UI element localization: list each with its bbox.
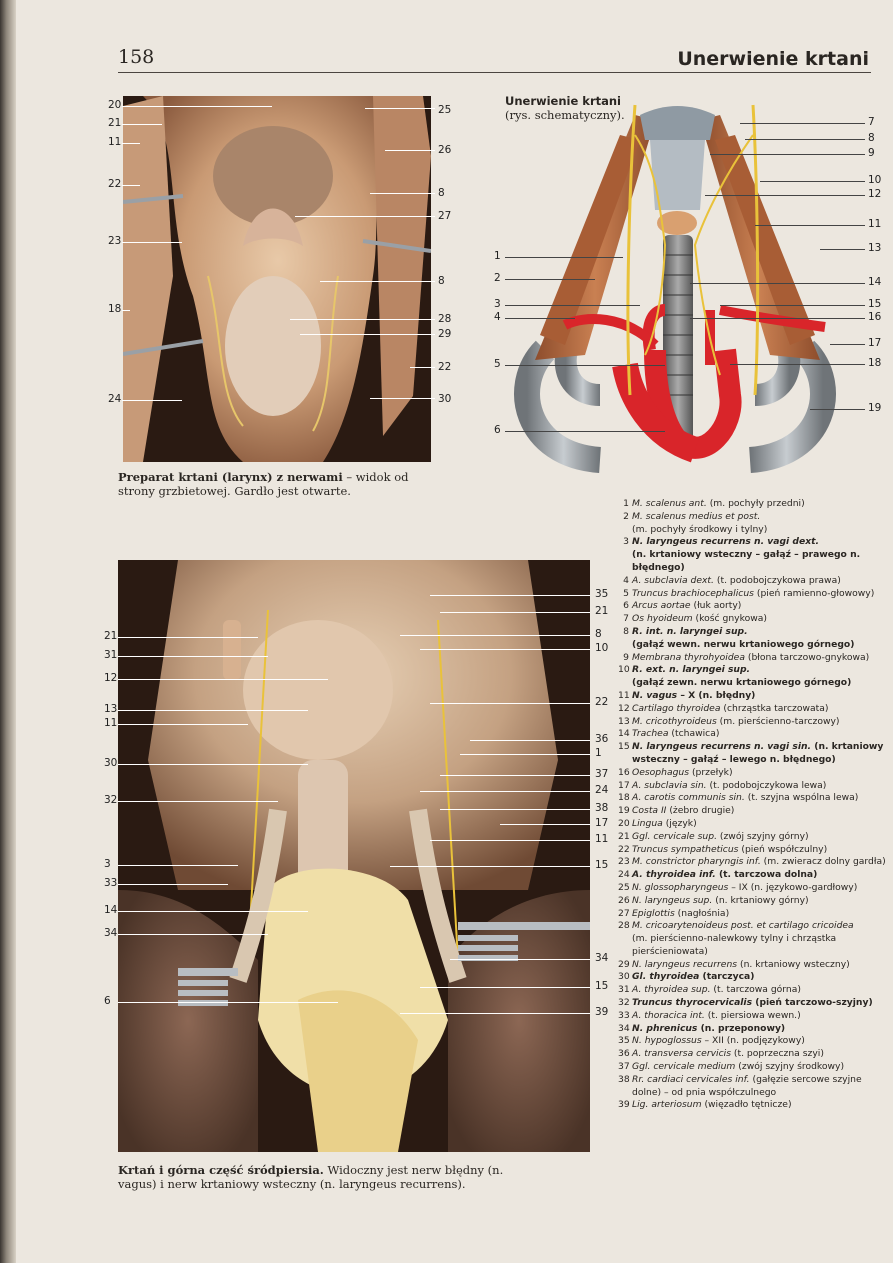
leader-line [505, 305, 640, 306]
legend-latin-term: N. phrenicus [632, 1022, 698, 1034]
callout-number: 7 [868, 116, 875, 128]
callout-number: 8 [438, 275, 445, 287]
legend-item [618, 767, 886, 780]
callout-number: 18 [868, 357, 882, 369]
callout-number: 2 [494, 272, 501, 284]
legend-polish-term: (n. krtaniowy górny) [712, 894, 809, 906]
leader-line [300, 334, 435, 335]
legend-number: 27 [618, 907, 630, 919]
leader-line [118, 911, 308, 912]
legend-latin-term: R. int. n. laryngei sup. [632, 625, 748, 637]
legend-polish-term: (przełyk) [689, 766, 733, 778]
callout-number: 12 [868, 188, 882, 200]
legend-latin-term: A. thyroidea sup. [632, 984, 711, 996]
callout-number: 29 [438, 328, 452, 340]
legend-number: 38 [618, 1073, 630, 1085]
leader-line [118, 637, 258, 638]
legend-number: 14 [618, 728, 630, 740]
leader-line [410, 367, 435, 368]
legend-polish-term: (pień współczulny) [738, 843, 828, 855]
legend-number: 19 [618, 805, 630, 817]
leader-line [440, 775, 590, 776]
legend-number: 5 [623, 587, 629, 599]
leader-line [430, 703, 590, 704]
legend-number: 28 [618, 920, 630, 932]
legend-latin-term: N. hypoglossus [632, 1035, 702, 1047]
callout-number: 12 [104, 672, 118, 684]
legend-number: 29 [618, 958, 630, 970]
leader-line [118, 934, 268, 935]
legend-item [618, 716, 886, 729]
legend-item [618, 588, 886, 601]
legend-number: 7 [623, 613, 629, 625]
legend-polish-term: (t. tarczowa górna) [710, 984, 801, 996]
leader-line [118, 801, 278, 802]
legend-number: 9 [623, 651, 629, 663]
callout-number: 37 [595, 768, 609, 780]
legend-polish-term: – X (n. błędny) [677, 689, 756, 701]
legend-latin-term: A. transversa cervicis [632, 1048, 731, 1060]
leader-line [118, 884, 228, 885]
callout-number: 3 [494, 298, 501, 310]
legend-latin-term: N. laryngeus recurrens n. vagi dext. [632, 536, 820, 548]
legend-polish-term: (t. podobojczykowa lewa) [706, 779, 827, 791]
legend-latin-term: N. laryngeus recurrens n. vagi sin. [632, 741, 812, 753]
legend-item [618, 728, 886, 741]
legend-polish-term: – XII (n. podjęzykowy) [701, 1035, 805, 1047]
callout-number: 31 [104, 649, 118, 661]
legend-latin-term: Os hyoideum [632, 613, 693, 625]
legend-latin-term: Trachea [632, 728, 669, 740]
legend-item [618, 818, 886, 831]
leader-line [118, 865, 238, 866]
legend-item [618, 600, 886, 613]
figure1-caption-bold: Preparat krtani (larynx) z nerwami [118, 470, 343, 484]
callout-number: 11 [104, 717, 118, 729]
legend-latin-term: Truncus brachiocephalicus [632, 587, 754, 599]
leader-line [710, 154, 865, 155]
callout-number: 34 [104, 927, 118, 939]
legend-item [618, 805, 886, 818]
leader-line [320, 281, 435, 282]
leader-line [430, 840, 590, 841]
legend-polish-term: (t. podobojczykowa prawa) [713, 574, 841, 586]
legend-item [618, 882, 886, 895]
callout-number: 22 [108, 178, 122, 190]
legend-item [618, 856, 886, 869]
callout-number: 13 [104, 703, 118, 715]
legend-number: 24 [618, 869, 630, 881]
legend-polish-term: (łuk aorty) [690, 600, 742, 612]
legend-item [618, 780, 886, 793]
callout-number: 17 [868, 337, 882, 349]
callout-number: 21 [595, 605, 609, 617]
legend-number: 32 [618, 997, 630, 1009]
legend-item [618, 536, 886, 574]
leader-line [690, 318, 865, 319]
leader-line [118, 1002, 338, 1003]
legend-item [618, 575, 886, 588]
legend-polish-term: (żebro drugie) [666, 805, 735, 817]
leader-line [420, 791, 590, 792]
callout-number: 20 [108, 99, 122, 111]
legend-item [618, 703, 886, 716]
leader-line [820, 249, 865, 250]
legend-polish-term: (tarczyca) [699, 971, 755, 983]
leader-line [400, 635, 590, 636]
legend-latin-term: N. glossopharyngeus [632, 881, 729, 893]
legend-item [618, 869, 886, 882]
leader-line [420, 987, 590, 988]
callout-number: 34 [595, 952, 609, 964]
leader-line [122, 106, 272, 107]
legend-polish-term: (m. pierścienno-tarczowy) [716, 715, 840, 727]
legend-polish-term: (kość gnykowa) [692, 613, 767, 625]
legend-latin-term: M. cricoarytenoideus post. et cartilago cricoidea [632, 920, 854, 932]
callout-number: 32 [104, 794, 118, 806]
legend-polish-term: (m. pierścienno-nalewkowy tylny i chrząstka pierścieniowata) [632, 933, 837, 957]
callout-number: 24 [595, 784, 609, 796]
legend-polish-term: (t. tarczowa dolna) [715, 869, 818, 881]
leader-line [118, 656, 268, 657]
legend-number: 39 [618, 1099, 630, 1111]
legend-number: 18 [618, 792, 630, 804]
legend-polish-term: – IX (n. językowo-gardłowy) [728, 881, 858, 893]
leader-line [810, 409, 865, 410]
legend-item [618, 984, 886, 997]
leader-line [745, 139, 865, 140]
callout-number: 21 [104, 630, 118, 642]
legend-polish-term: (n. krtaniowy wsteczny) [737, 958, 850, 970]
legend-polish-term: (m. zwieracz dolny gardła) [760, 856, 886, 868]
leader-line [440, 809, 590, 810]
leader-line [122, 185, 140, 186]
legend-number: 16 [618, 766, 630, 778]
legend-item [618, 792, 886, 805]
legend-latin-term: Membrana thyrohyoidea [632, 651, 745, 663]
legend-item [618, 1035, 886, 1048]
leader-line [118, 710, 308, 711]
legend-number: 35 [618, 1035, 630, 1047]
legend-number: 25 [618, 881, 630, 893]
callout-number: 36 [595, 733, 609, 745]
legend-polish-term: (n. krtaniowy wsteczny – gałąź – prawego n. błędnego) [632, 549, 861, 573]
legend-item [618, 1099, 886, 1112]
legend-latin-term: Arcus aortae [632, 600, 691, 612]
callout-number: 11 [595, 833, 609, 845]
leader-line [470, 740, 590, 741]
leader-line [460, 754, 590, 755]
legend-number: 15 [618, 741, 630, 753]
legend-item [618, 613, 886, 626]
callout-number: 15 [595, 859, 609, 871]
callout-number: 35 [595, 588, 609, 600]
leader-line [505, 279, 595, 280]
legend-latin-term: Truncus thyrocervicalis [632, 997, 753, 1009]
legend-number: 34 [618, 1022, 630, 1034]
callout-number: 11 [868, 218, 882, 230]
legend-polish-term: (nagłośnia) [674, 907, 730, 919]
legend-latin-term: N. vagus [632, 689, 678, 701]
callout-number: 1 [494, 250, 501, 262]
callout-number: 3 [104, 858, 111, 870]
leader-line [122, 310, 130, 311]
callout-number: 39 [595, 1006, 609, 1018]
callout-number: 33 [104, 877, 118, 889]
legend-number: 17 [618, 779, 630, 791]
leader-line [118, 724, 248, 725]
callout-number: 27 [438, 210, 452, 222]
leader-line [370, 398, 435, 399]
legend-list [618, 498, 886, 1112]
page-number: 158 [118, 46, 155, 68]
legend-polish-term: (więzadło tętnicze) [701, 1099, 792, 1111]
legend-latin-term: A. thoracica int. [632, 1009, 705, 1021]
leader-line [420, 649, 590, 650]
figure2-schematic [505, 95, 850, 475]
callout-number: 8 [438, 187, 445, 199]
callout-number: 13 [868, 242, 882, 254]
leader-line [505, 431, 665, 432]
leader-line [430, 595, 590, 596]
legend-polish-term: (tchawica) [668, 728, 720, 740]
legend-polish-term: (gałąź zewn. nerwu krtaniowego górnego) [632, 677, 852, 689]
legend-polish-term: (zwój szyjny środkowy) [735, 1061, 845, 1073]
leader-line [500, 824, 590, 825]
leader-line [122, 242, 182, 243]
header-rule [118, 72, 871, 73]
legend-polish-term: (błona tarczowo-gnykowa) [744, 651, 870, 663]
legend-latin-term: Epiglottis [632, 907, 675, 919]
legend-latin-term: Oesophagus [632, 766, 690, 778]
legend-number: 36 [618, 1048, 630, 1060]
legend-latin-term: Lingua [632, 817, 663, 829]
leader-line [760, 181, 865, 182]
leader-line [505, 318, 575, 319]
legend-item [618, 626, 886, 652]
leader-line [440, 612, 590, 613]
legend-polish-term: (t. poprzeczna szyi) [730, 1048, 824, 1060]
leader-line [390, 866, 590, 867]
legend-number: 2 [623, 510, 629, 522]
legend-number: 31 [618, 984, 630, 996]
figure1-caption-text: – widok od strony grzbietowej. Gardło jest otwarte. [118, 470, 409, 498]
leader-line [122, 400, 182, 401]
callout-number: 10 [868, 174, 882, 186]
legend-number: 8 [623, 625, 629, 637]
legend-latin-term: Ggl. cervicale sup. [632, 830, 717, 842]
callout-number: 1 [595, 747, 602, 759]
legend-latin-term: A. subclavia dext. [632, 574, 714, 586]
legend-latin-term: Lig. arteriosum [632, 1099, 702, 1111]
legend-number: 12 [618, 702, 630, 714]
leader-line [122, 124, 162, 125]
legend-item [618, 690, 886, 703]
running-head: Unerwienie krtani [677, 48, 869, 70]
legend-number: 10 [618, 664, 630, 676]
legend-number: 3 [623, 536, 629, 548]
legend-polish-term: (t. szyjna wspólna lewa) [744, 792, 859, 804]
callout-number: 22 [438, 361, 452, 373]
legend-item [618, 1023, 886, 1036]
figure1-caption [118, 470, 438, 498]
legend-item [618, 1048, 886, 1061]
callout-number: 9 [868, 147, 875, 159]
legend-item [618, 920, 886, 958]
callout-number: 4 [494, 311, 501, 323]
legend-polish-term: (n. krtaniowy wsteczny – gałąź – lewego n. błędnego) [632, 741, 884, 765]
legend-item [618, 1061, 886, 1074]
callout-number: 8 [595, 628, 602, 640]
callout-number: 30 [104, 757, 118, 769]
legend-polish-term: (zwój szyjny górny) [716, 830, 809, 842]
callout-number: 17 [595, 817, 609, 829]
legend-item [618, 664, 886, 690]
legend-item [618, 831, 886, 844]
leader-line [400, 1013, 590, 1014]
leader-line [295, 216, 435, 217]
legend-polish-term: (pień tarczowo-szyjny) [752, 997, 873, 1009]
legend-polish-term: (n. przeponowy) [697, 1022, 786, 1034]
callout-number: 22 [595, 696, 609, 708]
leader-line [118, 764, 308, 765]
figure3-caption [118, 1163, 518, 1191]
legend-latin-term: M. scalenus ant. [632, 498, 707, 509]
figure2-title: Unerwienie krtani [505, 94, 621, 108]
callout-number: 25 [438, 104, 452, 116]
callout-number: 23 [108, 235, 122, 247]
legend-latin-term: M. cricothyroideus [632, 715, 717, 727]
legend-item [618, 511, 886, 537]
legend-polish-term: (język) [662, 817, 697, 829]
callout-number: 26 [438, 144, 452, 156]
legend-number: 11 [618, 689, 630, 701]
callout-number: 5 [494, 358, 501, 370]
legend-polish-term: (t. piersiowa wewn.) [704, 1009, 801, 1021]
leader-line [122, 143, 140, 144]
legend-number: 33 [618, 1009, 630, 1021]
legend-number: 26 [618, 894, 630, 906]
leader-line [830, 344, 865, 345]
leader-line [740, 123, 865, 124]
book-spine-shadow [0, 0, 16, 1263]
callout-number: 30 [438, 393, 452, 405]
leader-line [720, 305, 865, 306]
callout-number: 15 [868, 298, 882, 310]
legend-latin-term: M. scalenus medius et post. [632, 510, 761, 522]
legend-item [618, 844, 886, 857]
legend-number: 4 [623, 574, 629, 586]
callout-number: 14 [104, 904, 118, 916]
legend-polish-term: (gałęzie sercowe szyjne dolne) – od pnia współczulnego [632, 1073, 862, 1098]
legend-item [618, 741, 886, 767]
legend-latin-term: Costa II [632, 805, 667, 817]
legend-polish-term: (gałąź wewn. nerwu krtaniowego górnego) [632, 638, 855, 650]
leader-line [385, 150, 435, 151]
legend-number: 30 [618, 971, 630, 983]
legend-latin-term: R. ext. n. laryngei sup. [632, 664, 751, 676]
legend-latin-term: A. subclavia sin. [632, 779, 707, 791]
legend-number: 21 [618, 830, 630, 842]
legend-latin-term: Gl. thyroidea [632, 971, 700, 983]
callout-number: 6 [104, 995, 111, 1007]
legend-item [618, 895, 886, 908]
legend-polish-term: (m. pochyły przedni) [706, 498, 805, 509]
callout-number: 8 [868, 132, 875, 144]
legend-number: 22 [618, 843, 630, 855]
legend-number: 1 [623, 498, 629, 509]
legend-item [618, 498, 886, 511]
figure3-caption-text: Widoczny jest nerw błędny (n. vagus) i nerw krtaniowy wsteczny (n. laryngeus recurrens). [118, 1163, 504, 1191]
callout-number: 19 [868, 402, 882, 414]
leader-line [505, 365, 665, 366]
legend-item [618, 997, 886, 1010]
callout-number: 21 [108, 117, 122, 129]
callout-number: 28 [438, 313, 452, 325]
leader-line [690, 283, 865, 284]
legend-latin-term: A. thyroidea inf. [632, 869, 716, 881]
legend-latin-term: Ggl. cervicale medium [632, 1061, 736, 1073]
legend-polish-term: (pień ramienno-głowowy) [753, 587, 875, 599]
leader-line [730, 364, 865, 365]
callout-number: 18 [108, 303, 122, 315]
leader-line [118, 679, 328, 680]
leader-line [755, 225, 865, 226]
callout-number: 10 [595, 642, 609, 654]
callout-number: 24 [108, 393, 122, 405]
legend-item [618, 1074, 886, 1100]
legend-latin-term: Rr. cardiaci cervicales inf. [632, 1073, 750, 1085]
callout-number: 14 [868, 276, 882, 288]
leader-line [450, 959, 590, 960]
figure2-subtitle: (rys. schematyczny). [505, 108, 625, 122]
leader-line [705, 195, 865, 196]
legend-number: 6 [623, 600, 629, 612]
legend-number: 20 [618, 817, 630, 829]
legend-latin-term: M. constrictor pharyngis inf. [632, 856, 761, 868]
legend-item [618, 652, 886, 665]
legend-number: 37 [618, 1061, 630, 1073]
legend-latin-term: Truncus sympatheticus [632, 843, 739, 855]
callout-number: 15 [595, 980, 609, 992]
legend-item [618, 959, 886, 972]
leader-line [365, 108, 435, 109]
legend-latin-term: A. carotis communis sin. [632, 792, 745, 804]
leader-line [290, 319, 435, 320]
legend-item [618, 908, 886, 921]
leader-line [505, 257, 623, 258]
legend-latin-term: N. laryngeus recurrens [632, 958, 738, 970]
callout-number: 38 [595, 802, 609, 814]
callout-number: 6 [494, 424, 501, 436]
callout-number: 16 [868, 311, 882, 323]
legend-item [618, 971, 886, 984]
legend-item [618, 1010, 886, 1023]
legend-polish-term: (m. pochyły środkowy i tylny) [632, 523, 768, 535]
figure3-caption-bold: Krtań i górna część śródpiersia. [118, 1163, 324, 1177]
legend-latin-term: N. laryngeus sup. [632, 894, 713, 906]
legend-number: 23 [618, 856, 630, 868]
legend-latin-term: Cartilago thyroidea [632, 702, 721, 714]
leader-line [370, 193, 435, 194]
legend-number: 13 [618, 715, 630, 727]
legend-polish-term: (chrząstka tarczowata) [720, 702, 829, 714]
callout-number: 11 [108, 136, 122, 148]
